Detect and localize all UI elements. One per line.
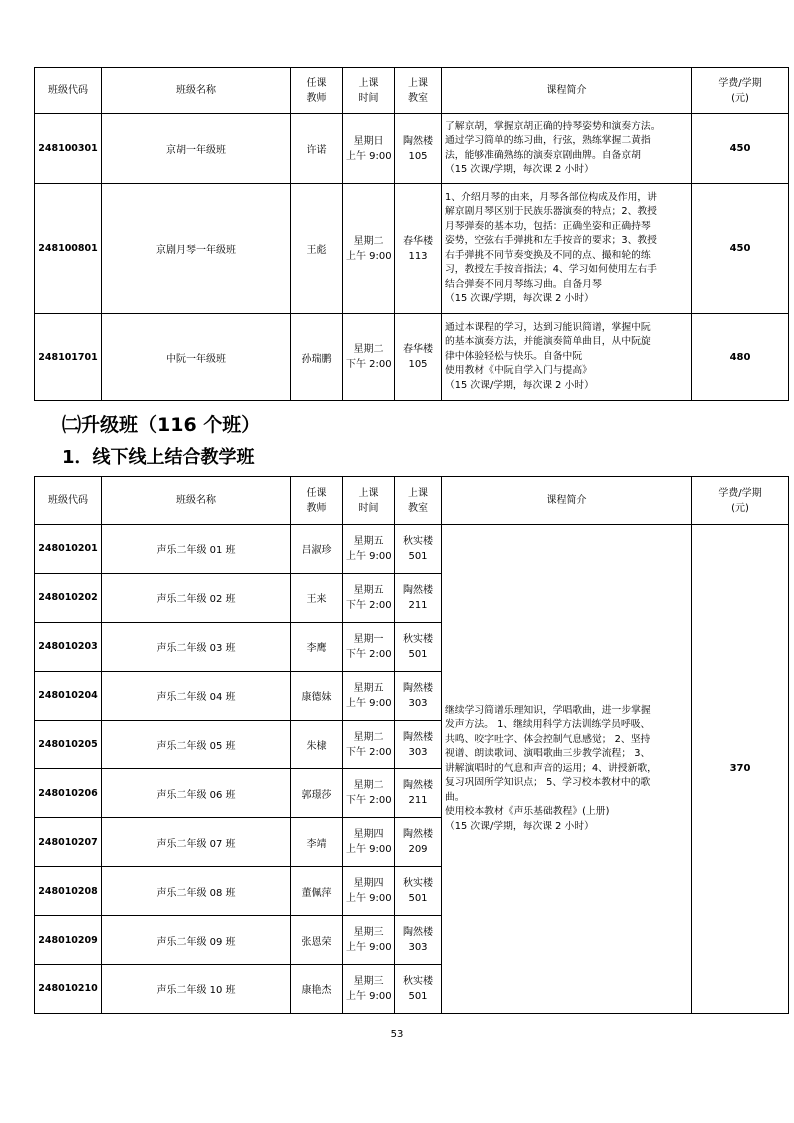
- classroom: 陶然楼 105: [395, 114, 442, 184]
- classroom: 春华楼 113: [395, 184, 442, 314]
- class-time: 星期五 下午 2:00: [343, 573, 395, 622]
- teacher: 郭璟莎: [291, 769, 343, 818]
- teacher: 吕淑珍: [291, 525, 343, 574]
- course-description: 1、介绍月琴的由来，月琴各部位构成及作用，讲 解京剧月琴区别于民族乐器演奏的特点；2、教授 月琴弹奏的基本功，包括：正确坐姿和正确持琴 姿势，空弦右手弹挑和左手按音的要求；3、教授 右手弹挑不同节奏变换及不同的点、撮和轮的练 习，教授左手按音指法；4、学习如何使用左右手 结合弹奏不同月琴练习曲。自备月琴 （15 次课/学期，每次课 2 小时）: [442, 184, 692, 314]
- class-code: 248010204: [35, 671, 102, 720]
- class-code: 248010203: [35, 622, 102, 671]
- header-teacher: 任课 教师: [291, 477, 343, 525]
- class-code: 248010206: [35, 769, 102, 818]
- teacher: 张恩荣: [291, 916, 343, 965]
- tuition-fee: 450: [692, 114, 789, 184]
- header-class-name: 班级名称: [102, 68, 291, 114]
- class-code: 248010208: [35, 867, 102, 916]
- teacher: 康艳杰: [291, 965, 343, 1014]
- teacher: 李靖: [291, 818, 343, 867]
- course-description: 通过本课程的学习，达到习能识简谱，掌握中阮 的基本演奏方法，并能演奏简单曲目，从中阮旋 律中体验轻松与快乐。自备中阮 使用教材《中阮自学入门与提高》 （15 次课/学期，每次课 2 小时）: [442, 314, 692, 401]
- teacher: 董佩萍: [291, 867, 343, 916]
- class-time: 星期二 下午 2:00: [343, 720, 395, 769]
- header-room: 上课 教室: [395, 477, 442, 525]
- class-time: 星期四 上午 9:00: [343, 818, 395, 867]
- teacher: 朱棣: [291, 720, 343, 769]
- class-name: 声乐二年级 01 班: [102, 525, 291, 574]
- class-time: 星期二 下午 2:00: [343, 769, 395, 818]
- section-title: ㈡升级班（116 个班）: [62, 414, 261, 436]
- class-time: 星期二 上午 9:00: [343, 184, 395, 314]
- class-time: 星期四 上午 9:00: [343, 867, 395, 916]
- classroom: 陶然楼 303: [395, 720, 442, 769]
- header-intro: 课程简介: [442, 68, 692, 114]
- table-row: [35, 114, 789, 184]
- class-code: 248010207: [35, 818, 102, 867]
- header-class-name: 班级名称: [102, 477, 291, 525]
- header-intro: 课程简介: [442, 477, 692, 525]
- class-name: 京剧月琴一年级班: [102, 184, 291, 314]
- class-name: 声乐二年级 04 班: [102, 671, 291, 720]
- class-time: 星期日 上午 9:00: [343, 114, 395, 184]
- class-time: 星期一 下午 2:00: [343, 622, 395, 671]
- header-class-code: 班级代码: [35, 68, 102, 114]
- page-number: 53: [390, 1029, 404, 1040]
- class-name: 声乐二年级 05 班: [102, 720, 291, 769]
- course-table-vocal-second-year: [34, 476, 789, 1014]
- class-name: 声乐二年级 07 班: [102, 818, 291, 867]
- class-code: 248010205: [35, 720, 102, 769]
- table-header-row: [35, 477, 789, 525]
- header-time: 上课 时间: [343, 68, 395, 114]
- course-description: 了解京胡，掌握京胡正确的持琴姿势和演奏方法。 通过学习简单的练习曲，行弦，熟练掌握二黄指 法，能够准确熟练的演奏京剧曲牌。自备京胡 （15 次课/学期，每次课 2 小时）: [442, 114, 692, 184]
- teacher: 康德妹: [291, 671, 343, 720]
- teacher: 王彪: [291, 184, 343, 314]
- header-fee: 学费/学期 (元): [692, 477, 789, 525]
- class-code: 248010201: [35, 525, 102, 574]
- class-time: 星期五 上午 9:00: [343, 525, 395, 574]
- classroom: 春华楼 105: [395, 314, 442, 401]
- table-header-row: [35, 68, 789, 114]
- header-fee: 学费/学期 (元): [692, 68, 789, 114]
- teacher: 王来: [291, 573, 343, 622]
- classroom: 陶然楼 303: [395, 916, 442, 965]
- class-name: 声乐二年级 09 班: [102, 916, 291, 965]
- header-room: 上课 教室: [395, 68, 442, 114]
- teacher: 李鹰: [291, 622, 343, 671]
- class-name: 中阮一年级班: [102, 314, 291, 401]
- class-name: 京胡一年级班: [102, 114, 291, 184]
- classroom: 陶然楼 303: [395, 671, 442, 720]
- header-time: 上课 时间: [343, 477, 395, 525]
- header-teacher: 任课 教师: [291, 68, 343, 114]
- class-code: 248101701: [35, 314, 102, 401]
- class-name: 声乐二年级 06 班: [102, 769, 291, 818]
- teacher: 孙瑞鹏: [291, 314, 343, 401]
- classroom: 秋实楼 501: [395, 525, 442, 574]
- classroom: 秋实楼 501: [395, 867, 442, 916]
- classroom: 陶然楼 211: [395, 573, 442, 622]
- class-code: 248010202: [35, 573, 102, 622]
- classroom: 秋实楼 501: [395, 622, 442, 671]
- section-subtitle: 1．线下线上结合教学班: [62, 447, 255, 468]
- table-row: [35, 314, 789, 401]
- classroom: 秋实楼 501: [395, 965, 442, 1014]
- teacher: 许诺: [291, 114, 343, 184]
- class-code: 248010210: [35, 965, 102, 1014]
- tuition-fee: 370: [692, 525, 789, 1014]
- class-time: 星期三 上午 9:00: [343, 965, 395, 1014]
- header-class-code: 班级代码: [35, 477, 102, 525]
- class-code: 248010209: [35, 916, 102, 965]
- class-name: 声乐二年级 08 班: [102, 867, 291, 916]
- tuition-fee: 450: [692, 184, 789, 314]
- class-code: 248100301: [35, 114, 102, 184]
- course-table-first-year: [34, 67, 789, 401]
- classroom: 陶然楼 211: [395, 769, 442, 818]
- class-name: 声乐二年级 03 班: [102, 622, 291, 671]
- course-description: 继续学习简谱乐理知识，学唱歌曲，进一步掌握 发声方法。 1、继续用科学方法训练学员呼吸、 共鸣、咬字吐字、体会控制气息感觉； 2、坚持 视谱、朗读歌词、演唱歌曲三步教学流程； 3、 讲解演唱时的气息和声音的运用；4、讲授新歌， 复习巩固所学知识点； 5、学习校本教材中的歌 曲。 使用校本教材《声乐基础教程》(上册) （15 次课/学期，每次课 2 小时）: [442, 525, 692, 1014]
- class-name: 声乐二年级 10 班: [102, 965, 291, 1014]
- table-row: [35, 184, 789, 314]
- class-time: 星期二 下午 2:00: [343, 314, 395, 401]
- class-code: 248100801: [35, 184, 102, 314]
- tuition-fee: 480: [692, 314, 789, 401]
- table-row: [35, 525, 789, 574]
- class-time: 星期五 上午 9:00: [343, 671, 395, 720]
- class-name: 声乐二年级 02 班: [102, 573, 291, 622]
- class-time: 星期三 上午 9:00: [343, 916, 395, 965]
- classroom: 陶然楼 209: [395, 818, 442, 867]
